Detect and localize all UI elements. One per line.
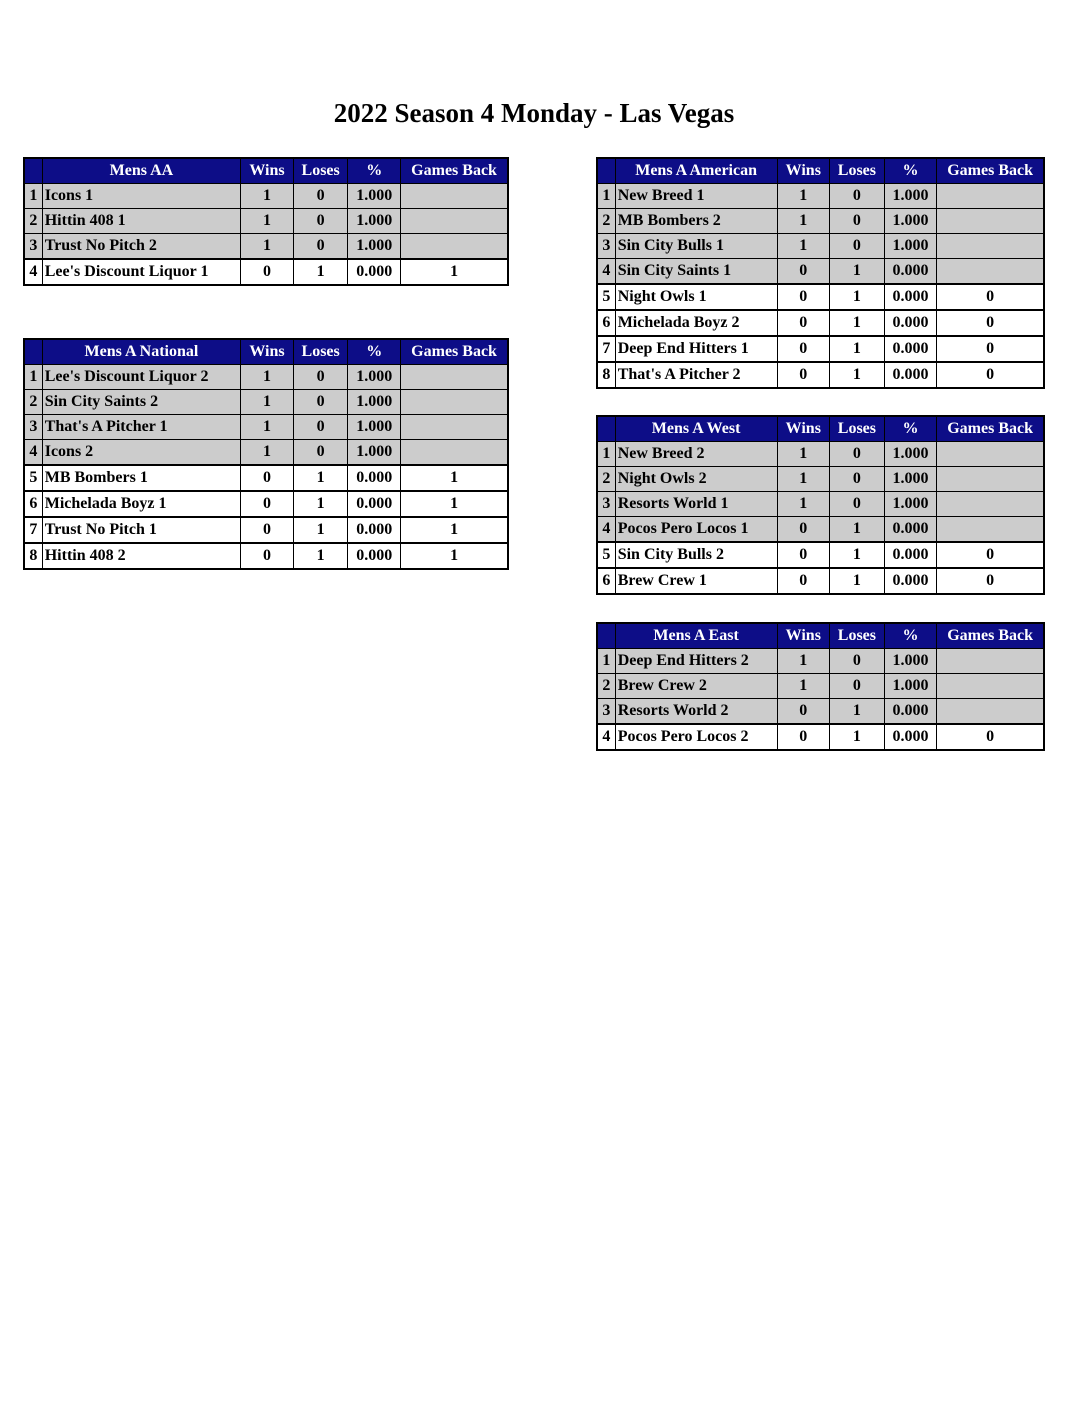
pct-header: % — [884, 158, 937, 184]
pct-cell: 0.000 — [884, 724, 937, 750]
table-row — [24, 517, 508, 543]
team-name-cell: Brew Crew 2 — [615, 674, 777, 699]
team-name-cell: Resorts World 2 — [615, 699, 777, 725]
team-name-cell: Sin City Saints 2 — [42, 390, 240, 415]
pct-cell: 1.000 — [348, 365, 401, 390]
rank-cell: 2 — [597, 209, 615, 234]
pct-cell: 0.000 — [884, 362, 937, 388]
division-name: Mens A National — [42, 339, 240, 365]
pct-cell: 1.000 — [884, 442, 937, 467]
games-back-cell: 0 — [937, 568, 1044, 594]
team-name-cell: Pocos Pero Locos 1 — [615, 517, 777, 543]
division-name: Mens A American — [615, 158, 777, 184]
wins-cell: 0 — [241, 543, 294, 569]
loses-cell: 1 — [830, 284, 885, 310]
wins-cell: 1 — [777, 442, 830, 467]
table-row — [597, 184, 1044, 209]
team-name-cell: Hittin 408 2 — [42, 543, 240, 569]
rank-cell: 6 — [597, 310, 615, 336]
table-row — [597, 568, 1044, 594]
loses-header: Loses — [830, 416, 885, 442]
wins-cell: 1 — [241, 184, 294, 209]
rank-cell: 5 — [597, 542, 615, 568]
pct-cell: 0.000 — [884, 310, 937, 336]
table-row — [597, 724, 1044, 750]
loses-cell: 1 — [830, 259, 885, 285]
wins-cell: 0 — [241, 491, 294, 517]
rank-cell: 1 — [597, 649, 615, 674]
team-name-cell: Resorts World 1 — [615, 492, 777, 517]
loses-header: Loses — [830, 158, 885, 184]
wins-cell: 1 — [241, 440, 294, 466]
team-name-cell: That's A Pitcher 1 — [42, 415, 240, 440]
pct-header: % — [884, 416, 937, 442]
table-row — [24, 415, 508, 440]
loses-cell: 1 — [293, 491, 348, 517]
games-back-cell: 1 — [401, 543, 508, 569]
team-name-cell: Hittin 408 1 — [42, 209, 240, 234]
rank-header — [597, 623, 615, 649]
standings-table-mens-a-american — [596, 157, 1045, 389]
wins-header: Wins — [777, 416, 830, 442]
wins-cell: 1 — [241, 390, 294, 415]
games-back-cell — [937, 467, 1044, 492]
standings-table-mens-aa — [23, 157, 509, 286]
wins-cell: 0 — [777, 310, 830, 336]
table-row — [24, 440, 508, 466]
team-name-cell: Icons 2 — [42, 440, 240, 466]
loses-cell: 1 — [830, 568, 885, 594]
wins-cell: 1 — [777, 467, 830, 492]
rank-cell: 8 — [24, 543, 42, 569]
team-name-cell: Brew Crew 1 — [615, 568, 777, 594]
pct-cell: 0.000 — [884, 517, 937, 543]
wins-cell: 1 — [777, 674, 830, 699]
rank-cell: 3 — [597, 234, 615, 259]
wins-cell: 0 — [777, 568, 830, 594]
division-name: Mens AA — [42, 158, 240, 184]
loses-cell: 0 — [830, 674, 885, 699]
wins-cell: 1 — [777, 649, 830, 674]
division-name: Mens A West — [615, 416, 777, 442]
table-row — [597, 649, 1044, 674]
wins-cell: 0 — [241, 465, 294, 491]
pct-cell: 1.000 — [348, 234, 401, 260]
wins-cell: 1 — [777, 184, 830, 209]
loses-cell: 0 — [830, 184, 885, 209]
loses-header: Loses — [293, 158, 348, 184]
pct-cell: 0.000 — [884, 284, 937, 310]
games-back-cell: 0 — [937, 310, 1044, 336]
games-back-cell — [937, 442, 1044, 467]
pct-cell: 0.000 — [348, 465, 401, 491]
standings-table-mens-a-national — [23, 338, 509, 570]
wins-cell: 1 — [777, 209, 830, 234]
rank-cell: 7 — [597, 336, 615, 362]
games-back-header: Games Back — [401, 339, 508, 365]
games-back-header: Games Back — [937, 416, 1044, 442]
rank-cell: 4 — [597, 259, 615, 285]
games-back-cell — [937, 699, 1044, 725]
team-name-cell: MB Bombers 2 — [615, 209, 777, 234]
games-back-cell: 0 — [937, 284, 1044, 310]
pct-cell: 1.000 — [884, 467, 937, 492]
rank-cell: 1 — [597, 442, 615, 467]
table-row — [24, 259, 508, 285]
games-back-header: Games Back — [401, 158, 508, 184]
team-name-cell: MB Bombers 1 — [42, 465, 240, 491]
table-row — [597, 284, 1044, 310]
pct-header: % — [348, 158, 401, 184]
team-name-cell: That's A Pitcher 2 — [615, 362, 777, 388]
loses-cell: 0 — [293, 390, 348, 415]
pct-cell: 1.000 — [348, 415, 401, 440]
rank-cell: 2 — [24, 390, 42, 415]
wins-cell: 1 — [241, 365, 294, 390]
wins-cell: 0 — [241, 517, 294, 543]
wins-cell: 0 — [777, 724, 830, 750]
loses-cell: 1 — [293, 259, 348, 285]
loses-header: Loses — [293, 339, 348, 365]
games-back-cell — [937, 209, 1044, 234]
pct-cell: 1.000 — [884, 184, 937, 209]
wins-cell: 1 — [241, 415, 294, 440]
rank-cell: 8 — [597, 362, 615, 388]
games-back-cell — [937, 492, 1044, 517]
pct-cell: 1.000 — [884, 492, 937, 517]
rank-cell: 1 — [24, 365, 42, 390]
loses-cell: 0 — [830, 234, 885, 259]
division-name: Mens A East — [615, 623, 777, 649]
rank-cell: 5 — [24, 465, 42, 491]
rank-cell: 1 — [24, 184, 42, 209]
rank-cell: 2 — [597, 674, 615, 699]
loses-cell: 1 — [830, 362, 885, 388]
loses-cell: 1 — [293, 517, 348, 543]
wins-cell: 0 — [777, 259, 830, 285]
table-row — [24, 491, 508, 517]
wins-cell: 0 — [777, 362, 830, 388]
wins-cell: 1 — [241, 209, 294, 234]
team-name-cell: Sin City Bulls 1 — [615, 234, 777, 259]
table-row — [597, 492, 1044, 517]
pct-cell: 1.000 — [348, 440, 401, 466]
pct-cell: 1.000 — [884, 234, 937, 259]
wins-cell: 1 — [777, 492, 830, 517]
games-back-cell: 1 — [401, 259, 508, 285]
games-back-cell — [401, 440, 508, 466]
loses-cell: 0 — [293, 415, 348, 440]
table-row — [597, 467, 1044, 492]
games-back-cell — [401, 415, 508, 440]
table-row — [24, 543, 508, 569]
rank-cell: 3 — [597, 699, 615, 725]
games-back-header: Games Back — [937, 623, 1044, 649]
rank-cell: 6 — [597, 568, 615, 594]
table-row — [24, 465, 508, 491]
table-row — [24, 209, 508, 234]
pct-header: % — [348, 339, 401, 365]
rank-cell: 3 — [24, 234, 42, 260]
pct-cell: 0.000 — [884, 259, 937, 285]
pct-header: % — [884, 623, 937, 649]
team-name-cell: Night Owls 2 — [615, 467, 777, 492]
team-name-cell: New Breed 1 — [615, 184, 777, 209]
games-back-cell — [937, 259, 1044, 285]
rank-cell: 3 — [24, 415, 42, 440]
table-row — [597, 674, 1044, 699]
loses-cell: 0 — [293, 234, 348, 260]
team-name-cell: Deep End Hitters 2 — [615, 649, 777, 674]
pct-cell: 0.000 — [884, 568, 937, 594]
pct-cell: 0.000 — [884, 542, 937, 568]
games-back-cell: 0 — [937, 724, 1044, 750]
table-header-row — [24, 158, 508, 184]
rank-cell: 1 — [597, 184, 615, 209]
rank-header — [597, 158, 615, 184]
loses-cell: 0 — [830, 649, 885, 674]
games-back-cell — [937, 674, 1044, 699]
pct-cell: 0.000 — [348, 259, 401, 285]
team-name-cell: Michelada Boyz 1 — [42, 491, 240, 517]
games-back-header: Games Back — [937, 158, 1044, 184]
games-back-cell: 1 — [401, 491, 508, 517]
pct-cell: 0.000 — [348, 517, 401, 543]
games-back-cell — [401, 184, 508, 209]
loses-cell: 0 — [293, 209, 348, 234]
games-back-cell — [401, 390, 508, 415]
team-name-cell: Michelada Boyz 2 — [615, 310, 777, 336]
loses-cell: 0 — [830, 209, 885, 234]
loses-cell: 0 — [293, 184, 348, 209]
loses-cell: 0 — [830, 442, 885, 467]
team-name-cell: Deep End Hitters 1 — [615, 336, 777, 362]
table-row — [597, 542, 1044, 568]
wins-cell: 0 — [777, 542, 830, 568]
rank-cell: 2 — [24, 209, 42, 234]
games-back-cell: 0 — [937, 542, 1044, 568]
team-name-cell: Trust No Pitch 2 — [42, 234, 240, 260]
pct-cell: 0.000 — [884, 699, 937, 725]
games-back-cell — [937, 184, 1044, 209]
standings-table-mens-a-west — [596, 415, 1045, 595]
rank-header — [24, 158, 42, 184]
table-header-row — [597, 158, 1044, 184]
table-row — [597, 336, 1044, 362]
wins-cell: 0 — [777, 699, 830, 725]
team-name-cell: Sin City Bulls 2 — [615, 542, 777, 568]
team-name-cell: Lee's Discount Liquor 1 — [42, 259, 240, 285]
table-row — [597, 209, 1044, 234]
loses-cell: 1 — [293, 543, 348, 569]
rank-cell: 3 — [597, 492, 615, 517]
table-header-row — [597, 416, 1044, 442]
wins-header: Wins — [241, 158, 294, 184]
wins-cell: 0 — [777, 517, 830, 543]
games-back-cell — [937, 234, 1044, 259]
games-back-cell — [937, 517, 1044, 543]
table-row — [24, 184, 508, 209]
page-title: 2022 Season 4 Monday - Las Vegas — [333, 98, 735, 128]
table-row — [24, 234, 508, 260]
rank-cell: 2 — [597, 467, 615, 492]
table-header-row — [24, 339, 508, 365]
rank-cell: 4 — [597, 724, 615, 750]
rank-cell: 6 — [24, 491, 42, 517]
loses-cell: 0 — [830, 467, 885, 492]
wins-header: Wins — [241, 339, 294, 365]
games-back-cell — [937, 649, 1044, 674]
standings-table-mens-a-east — [596, 622, 1045, 751]
table-row — [597, 259, 1044, 285]
table-row — [597, 699, 1044, 725]
loses-cell: 1 — [830, 724, 885, 750]
table-row — [24, 390, 508, 415]
games-back-cell: 0 — [937, 336, 1044, 362]
rank-cell: 7 — [24, 517, 42, 543]
pct-cell: 1.000 — [348, 184, 401, 209]
table-row — [597, 517, 1044, 543]
wins-cell: 1 — [241, 234, 294, 260]
rank-cell: 5 — [597, 284, 615, 310]
wins-header: Wins — [777, 623, 830, 649]
team-name-cell: Lee's Discount Liquor 2 — [42, 365, 240, 390]
loses-cell: 1 — [830, 517, 885, 543]
table-header-row — [597, 623, 1044, 649]
loses-cell: 1 — [830, 699, 885, 725]
games-back-cell: 1 — [401, 517, 508, 543]
loses-cell: 0 — [293, 440, 348, 466]
rank-header — [597, 416, 615, 442]
wins-header: Wins — [777, 158, 830, 184]
loses-cell: 1 — [830, 542, 885, 568]
loses-cell: 1 — [830, 310, 885, 336]
pct-cell: 0.000 — [348, 543, 401, 569]
team-name-cell: Night Owls 1 — [615, 284, 777, 310]
games-back-cell — [401, 209, 508, 234]
loses-cell: 1 — [293, 465, 348, 491]
wins-cell: 1 — [777, 234, 830, 259]
table-row — [597, 310, 1044, 336]
rank-cell: 4 — [24, 440, 42, 466]
team-name-cell: Sin City Saints 1 — [615, 259, 777, 285]
pct-cell: 0.000 — [884, 336, 937, 362]
loses-header: Loses — [830, 623, 885, 649]
loses-cell: 0 — [293, 365, 348, 390]
pct-cell: 1.000 — [884, 674, 937, 699]
table-row — [597, 362, 1044, 388]
pct-cell: 1.000 — [348, 209, 401, 234]
table-row — [597, 234, 1044, 259]
pct-cell: 1.000 — [884, 209, 937, 234]
games-back-cell: 0 — [937, 362, 1044, 388]
team-name-cell: Trust No Pitch 1 — [42, 517, 240, 543]
loses-cell: 0 — [830, 492, 885, 517]
team-name-cell: New Breed 2 — [615, 442, 777, 467]
rank-cell: 4 — [597, 517, 615, 543]
pct-cell: 0.000 — [348, 491, 401, 517]
rank-header — [24, 339, 42, 365]
games-back-cell — [401, 234, 508, 260]
loses-cell: 1 — [830, 336, 885, 362]
rank-cell: 4 — [24, 259, 42, 285]
wins-cell: 0 — [777, 284, 830, 310]
pct-cell: 1.000 — [884, 649, 937, 674]
pct-cell: 1.000 — [348, 390, 401, 415]
table-row — [24, 365, 508, 390]
games-back-cell — [401, 365, 508, 390]
table-row — [597, 442, 1044, 467]
team-name-cell: Pocos Pero Locos 2 — [615, 724, 777, 750]
wins-cell: 0 — [241, 259, 294, 285]
team-name-cell: Icons 1 — [42, 184, 240, 209]
wins-cell: 0 — [777, 336, 830, 362]
games-back-cell: 1 — [401, 465, 508, 491]
